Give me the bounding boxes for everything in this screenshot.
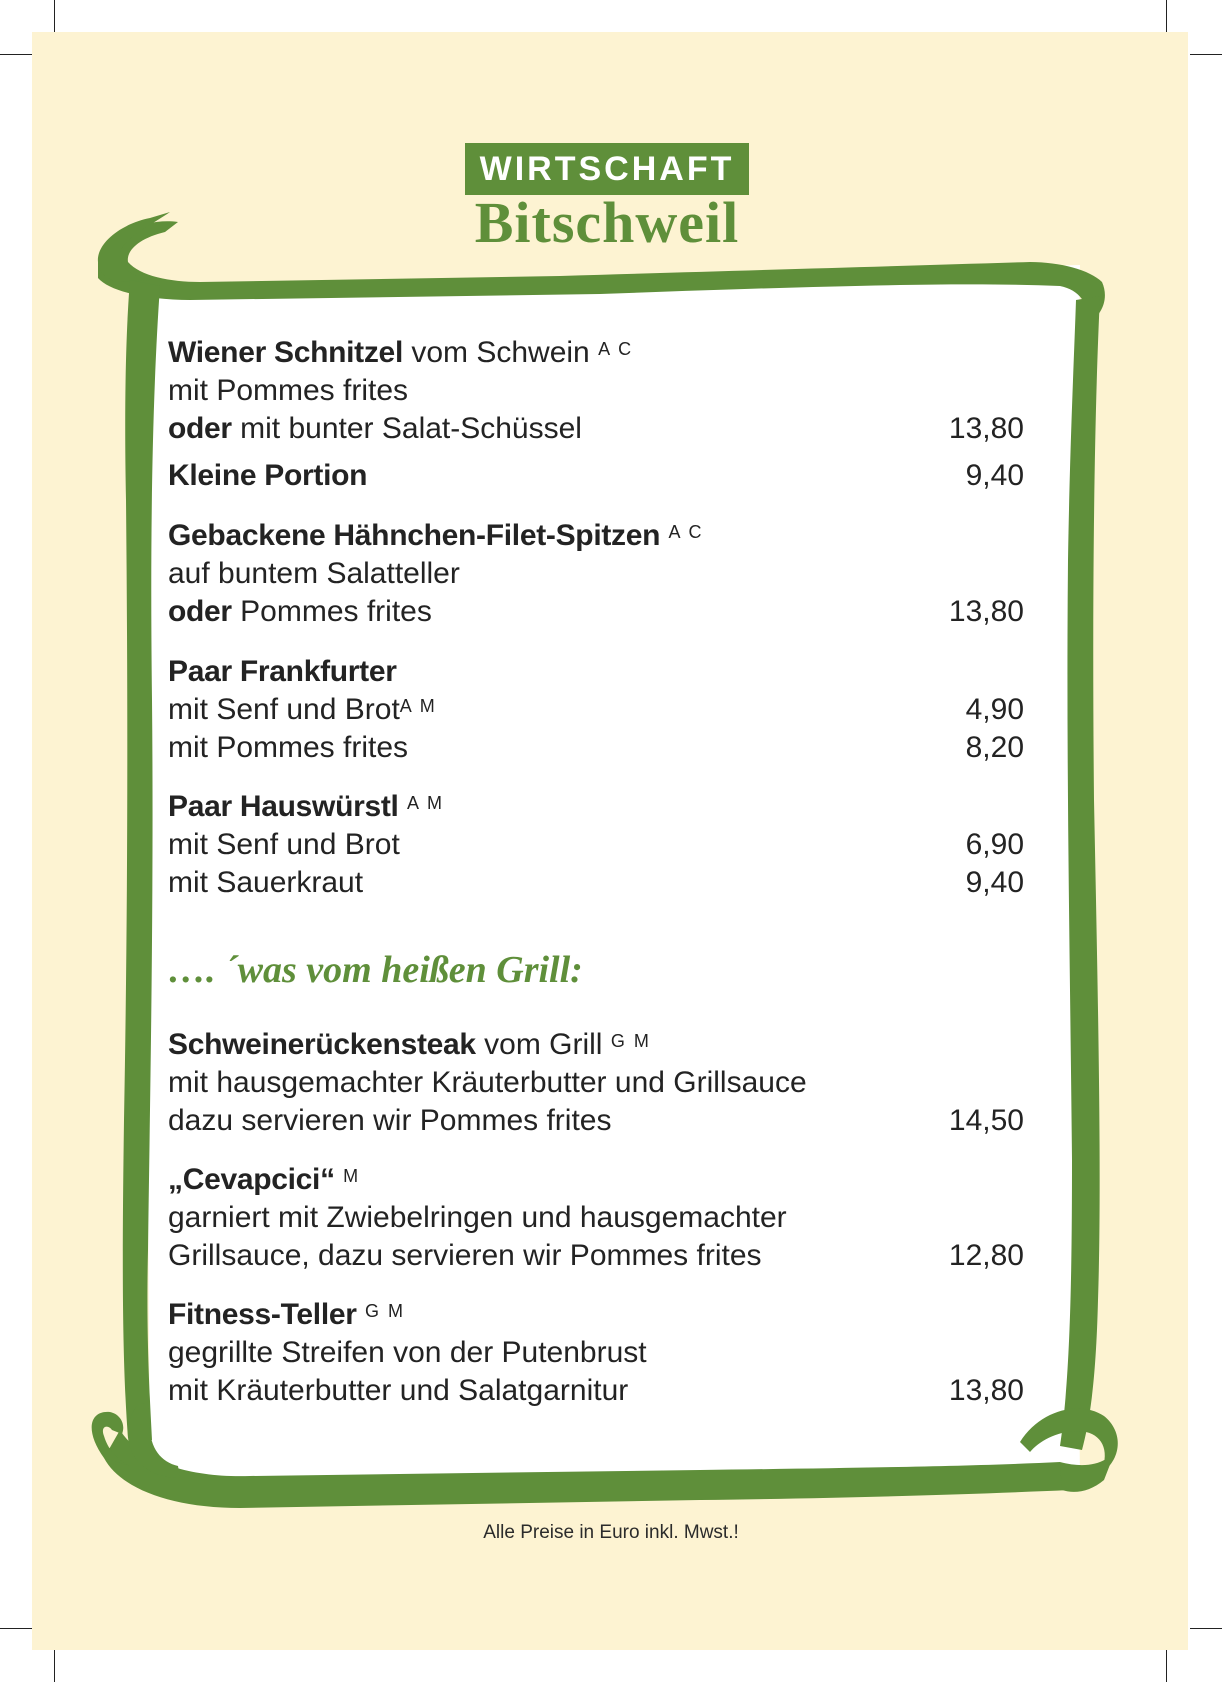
menu-item-title xyxy=(168,334,633,372)
dish-name: Paar Frankfurter xyxy=(168,655,397,688)
price-note: Alle Preise in Euro inkl. Mwst.! xyxy=(483,1522,739,1543)
dish-description-rest: Pommes frites xyxy=(231,595,432,628)
dish-description: garniert mit Zwiebelringen und hausgemachter xyxy=(168,1201,787,1234)
allergen-codes: A C xyxy=(598,339,634,359)
logo-plate: WIRTSCHAFT xyxy=(465,143,749,195)
dish-name: Wiener Schnitzel xyxy=(168,336,403,369)
menu-item-title xyxy=(168,653,397,691)
dish-description: gegrillte Streifen von der Putenbrust xyxy=(168,1336,647,1369)
dish-name: Fitness-Teller xyxy=(168,1298,357,1331)
dish-description: mit Pommes frites xyxy=(168,374,409,407)
menu-item-title xyxy=(168,1026,651,1064)
dish-name: „Cevapcici“ xyxy=(168,1163,335,1196)
allergen-codes: A C xyxy=(668,522,704,542)
dish-description: Grillsauce, dazu servieren wir Pommes frites xyxy=(168,1239,762,1272)
dish-price: 9,40 xyxy=(965,866,1024,899)
dish-description xyxy=(168,593,432,631)
dish-description: mit Pommes frites xyxy=(168,731,409,764)
menu-item-title xyxy=(168,788,444,826)
or-label: oder xyxy=(168,412,232,445)
dish-price: 9,40 xyxy=(965,459,1024,492)
menu-item-title xyxy=(168,517,704,555)
grill-section-title: …. ´was vom heißen Grill: xyxy=(168,949,583,991)
dish-description: mit Senf und Brot xyxy=(168,828,400,861)
allergen-codes: A M xyxy=(399,696,437,716)
dish-description: auf buntem Salatteller xyxy=(168,557,460,590)
menu-item-title xyxy=(168,1296,405,1334)
dish-price: 6,90 xyxy=(965,828,1024,861)
allergen-codes: M xyxy=(343,1166,361,1186)
allergen-codes: A M xyxy=(406,793,444,813)
dish-price: 13,80 xyxy=(948,412,1024,445)
dish-name: Paar Hauswürstl xyxy=(168,790,399,823)
dish-price: 4,90 xyxy=(965,693,1024,726)
dish-name: Kleine Portion xyxy=(168,459,368,492)
dish-description: mit Sauerkraut xyxy=(168,866,364,899)
dish-name-rest: vom Grill xyxy=(475,1028,603,1061)
menu-item-title xyxy=(168,457,367,495)
dish-name: Schweinerückensteak xyxy=(168,1028,476,1061)
dish-description: dazu servieren wir Pommes frites xyxy=(168,1104,612,1137)
dish-description: mit hausgemachter Kräuterbutter und Grillsauce xyxy=(168,1066,807,1099)
dish-description xyxy=(168,691,437,729)
dish-description: mit Kräuterbutter und Salatgarnitur xyxy=(168,1374,629,1407)
dish-price: 14,50 xyxy=(948,1104,1024,1137)
dish-name: Gebackene Hähnchen-Filet-Spitzen xyxy=(168,519,661,552)
dish-price: 13,80 xyxy=(948,595,1024,628)
dish-description xyxy=(168,410,582,448)
dish-description-rest: mit bunter Salat-Schüssel xyxy=(231,412,582,445)
dish-description-text: mit Senf und Brot xyxy=(168,693,400,726)
or-label: oder xyxy=(168,595,232,628)
menu-item-title xyxy=(168,1161,360,1199)
allergen-codes: G M xyxy=(610,1031,651,1051)
allergen-codes: G M xyxy=(364,1301,405,1321)
dish-price: 8,20 xyxy=(965,731,1024,764)
dish-name-rest: vom Schwein xyxy=(402,336,590,369)
dish-price: 13,80 xyxy=(948,1374,1024,1407)
logo-script: Bitschweil xyxy=(474,190,740,255)
dish-price: 12,80 xyxy=(948,1239,1024,1272)
